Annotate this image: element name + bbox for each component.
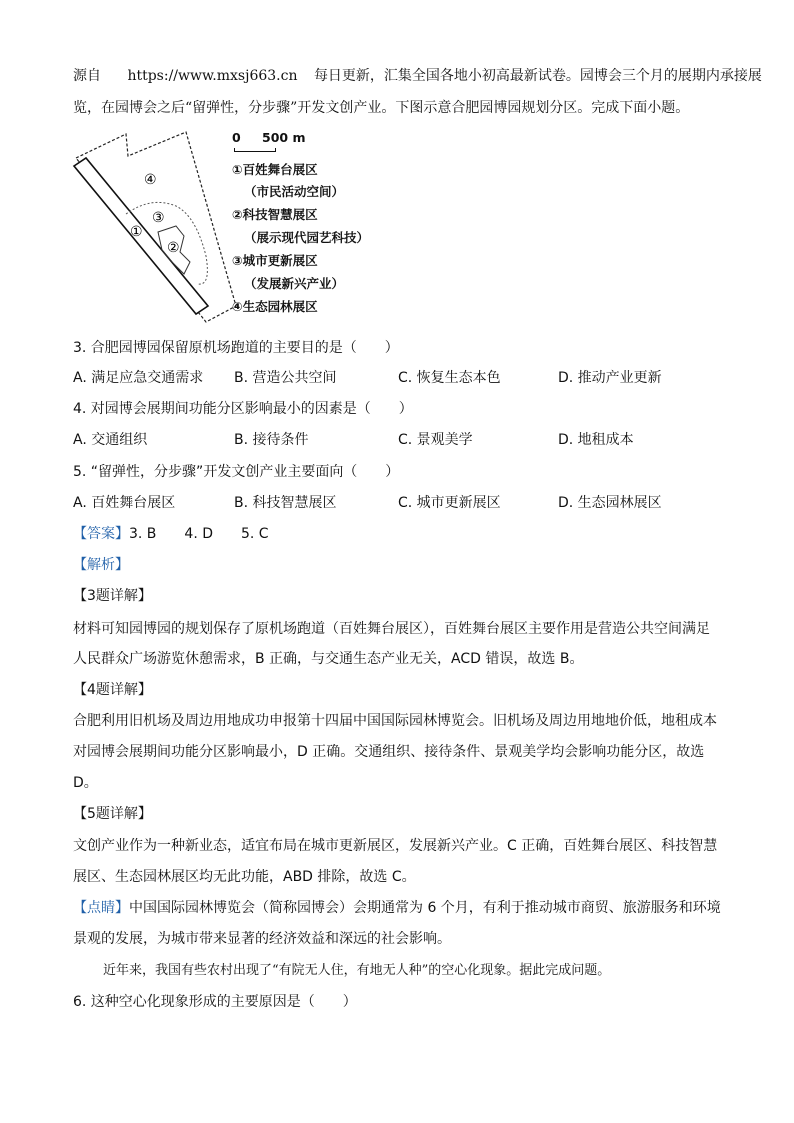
zone-4-marker: ④ bbox=[144, 172, 157, 188]
analysis-label: 【解析】 bbox=[73, 557, 129, 573]
legend-zone-3-desc: （发展新兴产业） bbox=[244, 276, 345, 291]
scale-zero: 0 bbox=[232, 130, 241, 145]
source-link[interactable]: https://www.mxsj663.cn bbox=[127, 68, 298, 84]
detail-3-line-1: 材料可知园博园的规划保存了原机场跑道（百姓舞台展区），百姓舞台展区主要作用是营造公共空间满足 bbox=[73, 621, 710, 637]
question-4-option-c: C. 景观美学 bbox=[398, 432, 473, 448]
detail-4-line-2: 对园博会展期间功能分区影响最小，D 正确。交通组织、接待条件、景观美学均会影响功能分区，故选 bbox=[73, 744, 705, 760]
legend-zone-2: ②科技智慧展区 bbox=[232, 207, 318, 222]
intro-line-1 bbox=[73, 66, 762, 86]
legend-zone-1-desc: （市民活动空间） bbox=[244, 184, 345, 199]
question-4-stem: 4. 对园博会展期间功能分区影响最小的因素是（ ） bbox=[73, 401, 413, 417]
tip-line-2: 景观的发展，为城市带来显著的经济效益和深远的社会影响。 bbox=[73, 931, 451, 947]
park-zoning-map bbox=[66, 126, 366, 326]
question-5-stem: 5. “留弹性，分步骤”开发文创产业主要面向（ ） bbox=[73, 464, 400, 480]
tip-text: 中国国际园林博览会（简称园博会）会期通常为 6 个月，有利于推动城市商贸、旅游服务和环境 bbox=[129, 900, 721, 916]
intro-line-2: 览，在园博会之后“留弹性，分步骤”开发文创产业。下图示意合肥园博园规划分区。完成下面小题。 bbox=[73, 100, 690, 116]
source-label: 源自 bbox=[73, 68, 101, 84]
detail-4-line-3: D。 bbox=[73, 775, 98, 791]
zone-2-marker: ② bbox=[167, 240, 180, 256]
scale-bar bbox=[234, 148, 276, 152]
answer-label: 【答案】 bbox=[73, 526, 129, 542]
question-5-option-a: A. 百姓舞台展区 bbox=[73, 495, 176, 511]
question-3-option-d: D. 推动产业更新 bbox=[558, 370, 662, 386]
zone-1-marker: ① bbox=[130, 224, 143, 240]
question-4-option-b: B. 接待条件 bbox=[234, 432, 309, 448]
tip-label: 【点睛】 bbox=[73, 900, 129, 916]
question-3-stem: 3. 合肥园博园保留原机场跑道的主要目的是（ ） bbox=[73, 340, 399, 356]
question-6-stem: 6. 这种空心化现象形成的主要原因是（ ） bbox=[73, 994, 357, 1010]
detail-3-label: 【3题详解】 bbox=[73, 588, 152, 604]
question-4-option-a: A. 交通组织 bbox=[73, 432, 148, 448]
legend-zone-1: ①百姓舞台展区 bbox=[232, 162, 318, 177]
question-5-option-c: C. 城市更新展区 bbox=[398, 495, 501, 511]
legend-zone-2-desc: （展示现代园艺科技） bbox=[244, 230, 370, 245]
detail-4-label: 【4题详解】 bbox=[73, 682, 152, 698]
question-5-option-b: B. 科技智慧展区 bbox=[234, 495, 337, 511]
detail-4-line-1: 合肥利用旧机场及周边用地成功申报第十四届中国国际园林博览会。旧机场及周边用地地价低，地租成本 bbox=[73, 713, 717, 729]
question-4-option-d: D. 地租成本 bbox=[558, 432, 634, 448]
detail-5-line-2: 展区、生态园林展区均无此功能，ABD 排除，故选 C。 bbox=[73, 869, 416, 885]
zone-3-marker: ③ bbox=[152, 210, 165, 226]
park-boundary bbox=[76, 132, 236, 322]
question-3-option-c: C. 恢复生态本色 bbox=[398, 370, 501, 386]
scale-value: 500 m bbox=[262, 130, 306, 145]
answer-line bbox=[73, 524, 269, 544]
question-3-option-a: A. 满足应急交通需求 bbox=[73, 370, 204, 386]
question-5-option-d: D. 生态园林展区 bbox=[558, 495, 662, 511]
intro-text: 每日更新，汇集全国各地小初高最新试卷。园博会三个月的展期内承接展 bbox=[313, 68, 762, 84]
tip-line-1 bbox=[73, 898, 721, 918]
legend-zone-4: ④生态园林展区 bbox=[232, 299, 318, 314]
answer-text: 3. B 4. D 5. C bbox=[129, 526, 269, 542]
question-3-option-b: B. 营造公共空间 bbox=[234, 370, 337, 386]
legend-zone-3: ③城市更新展区 bbox=[232, 253, 318, 268]
next-question-intro: 近年来，我国有些农村出现了“有院无人住，有地无人种”的空心化现象。据此完成问题。 bbox=[103, 963, 611, 978]
detail-5-line-1: 文创产业作为一种新业态，适宜布局在城市更新展区，发展新兴产业。C 正确，百姓舞台展区、科技智慧 bbox=[73, 838, 718, 854]
detail-3-line-2: 人民群众广场游览休憩需求，B 正确，与交通生态产业无关，ACD 错误，故选 B。 bbox=[73, 651, 584, 667]
detail-5-label: 【5题详解】 bbox=[73, 806, 152, 822]
